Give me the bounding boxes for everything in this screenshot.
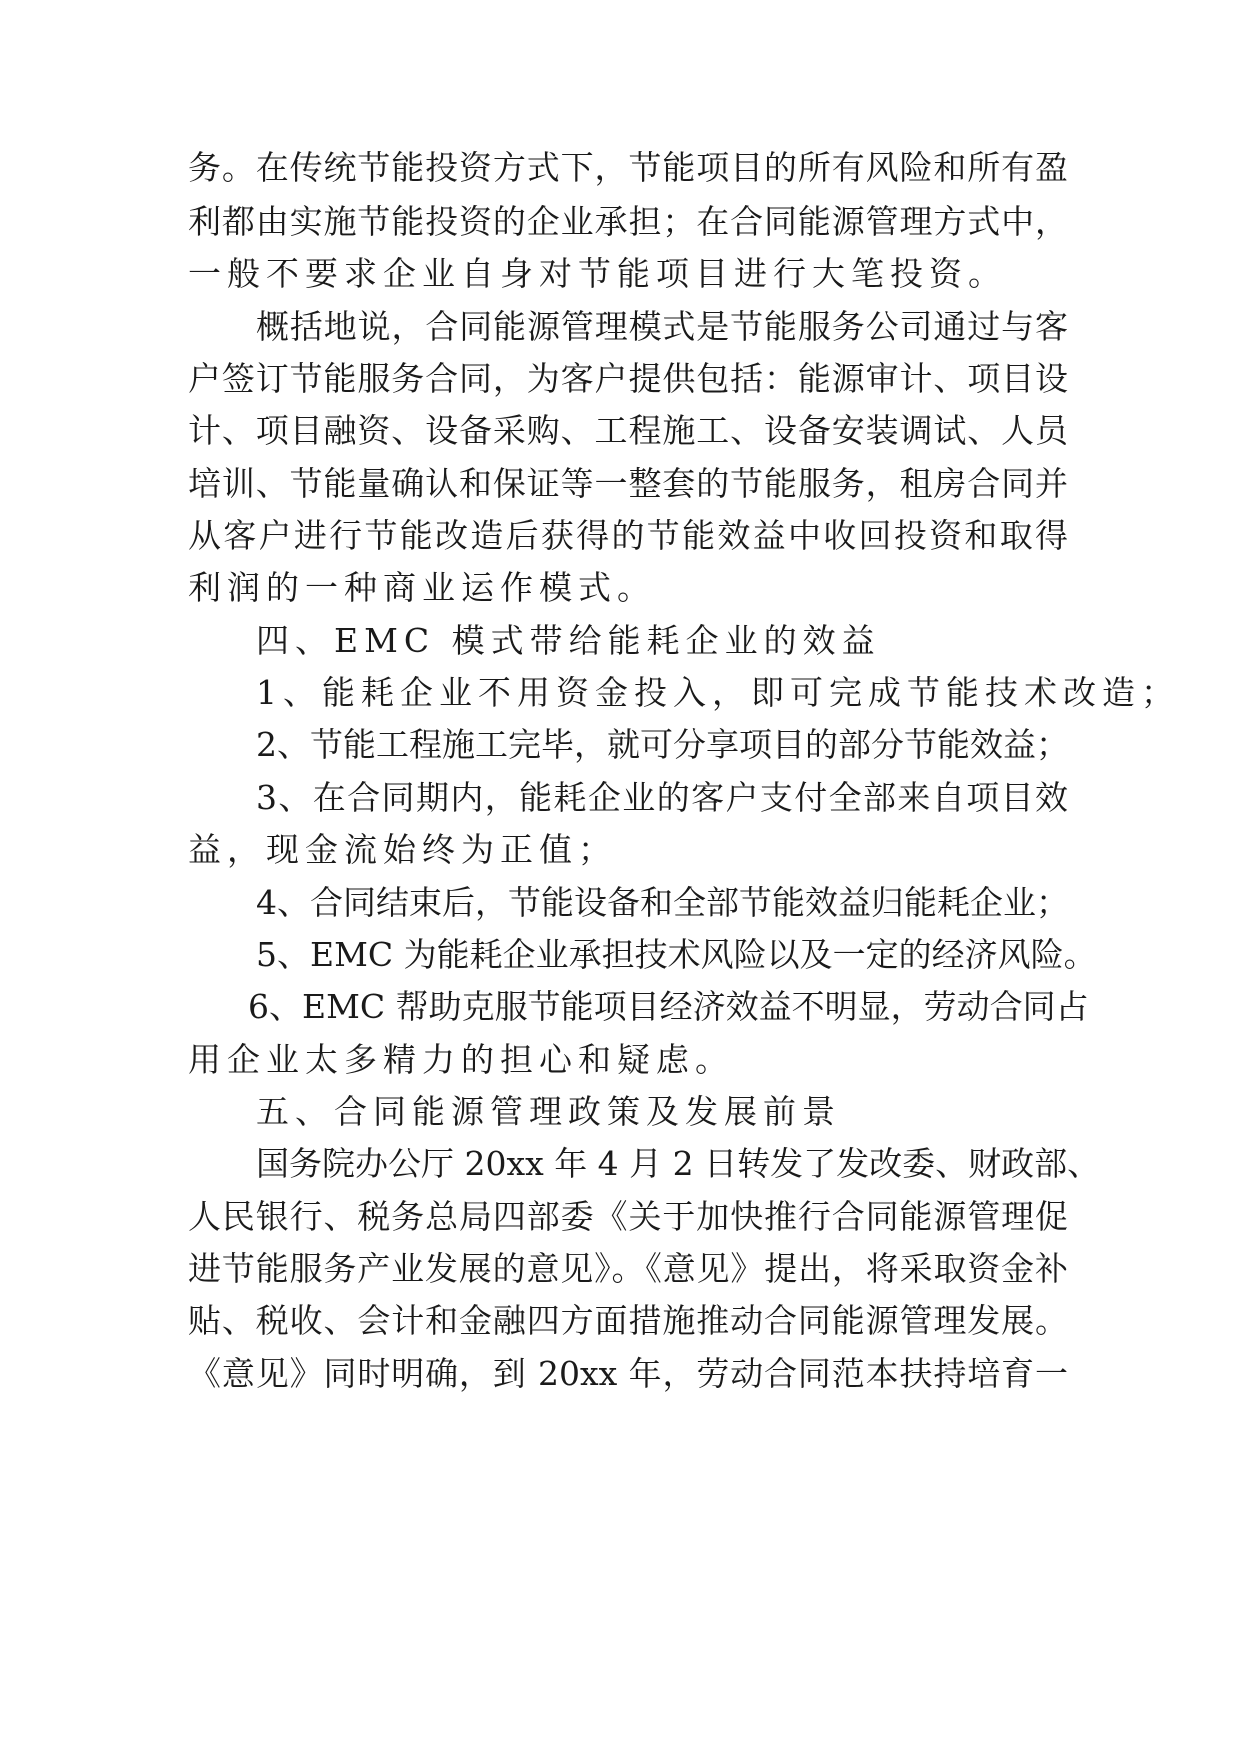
text-line: 贴、税收、会计和金融四方面措施推动合同能源管理发展。 <box>188 1301 1068 1340</box>
text-line: 一般不要求企业自身对节能项目进行大笔投资。 <box>188 254 1007 293</box>
list-item: 5、EMC 为能耗企业承担技术风险以及一定的经济风险。 <box>256 935 1097 974</box>
paragraph-start-line: 国务院办公厅 20xx 年 4 月 2 日转发了发改委、财政部、 <box>256 1144 1101 1183</box>
text-line: 培训、节能量确认和保证等一整套的节能服务，租房合同并 <box>188 464 1068 503</box>
text-line: 用企业太多精力的担心和疑虑。 <box>188 1040 734 1079</box>
text-line: 《意见》同时明确，到 20xx 年，劳动合同范本扶持培育一 <box>188 1354 1068 1393</box>
text-line: 务。在传统节能投资方式下，节能项目的所有风险和所有盈 <box>188 148 1068 187</box>
section-heading: 四、EMC 模式带给能耗企业的效益 <box>256 621 881 660</box>
paragraph-start-line: 概括地说，合同能源管理模式是节能服务公司通过与客 <box>256 307 1068 346</box>
section-heading: 五、合同能源管理政策及发展前景 <box>256 1092 841 1131</box>
text-line: 从客户进行节能改造后获得的节能效益中收回投资和取得 <box>188 516 1068 555</box>
list-item: 1、能耗企业不用资金投入，即可完成节能技术改造； <box>256 673 1180 712</box>
list-item: 2、节能工程施工完毕，就可分享项目的部分节能效益； <box>256 725 1069 764</box>
text-line: 计、项目融资、设备采购、工程施工、设备安装调试、人员 <box>188 411 1068 450</box>
list-item: 6、EMC 帮助克服节能项目经济效益不明显，劳动合同占 <box>248 987 1089 1026</box>
list-item: 4、合同结束后，节能设备和全部节能效益归能耗企业； <box>256 883 1069 922</box>
text-line: 人民银行、税务总局四部委《关于加快推行合同能源管理促 <box>188 1197 1068 1236</box>
text-line: 益，现金流始终为正值； <box>188 830 617 869</box>
text-line: 利润的一种商业运作模式。 <box>188 568 656 607</box>
text-line: 利都由实施节能投资的企业承担；在合同能源管理方式中， <box>188 202 1068 241</box>
list-item: 3、在合同期内，能耗企业的客户支付全部来自项目效 <box>256 778 1068 817</box>
text-line: 进节能服务产业发展的意见》。《意见》提出，将采取资金补 <box>188 1249 1068 1288</box>
text-line: 户签订节能服务合同，为客户提供包括：能源审计、项目设 <box>188 359 1068 398</box>
